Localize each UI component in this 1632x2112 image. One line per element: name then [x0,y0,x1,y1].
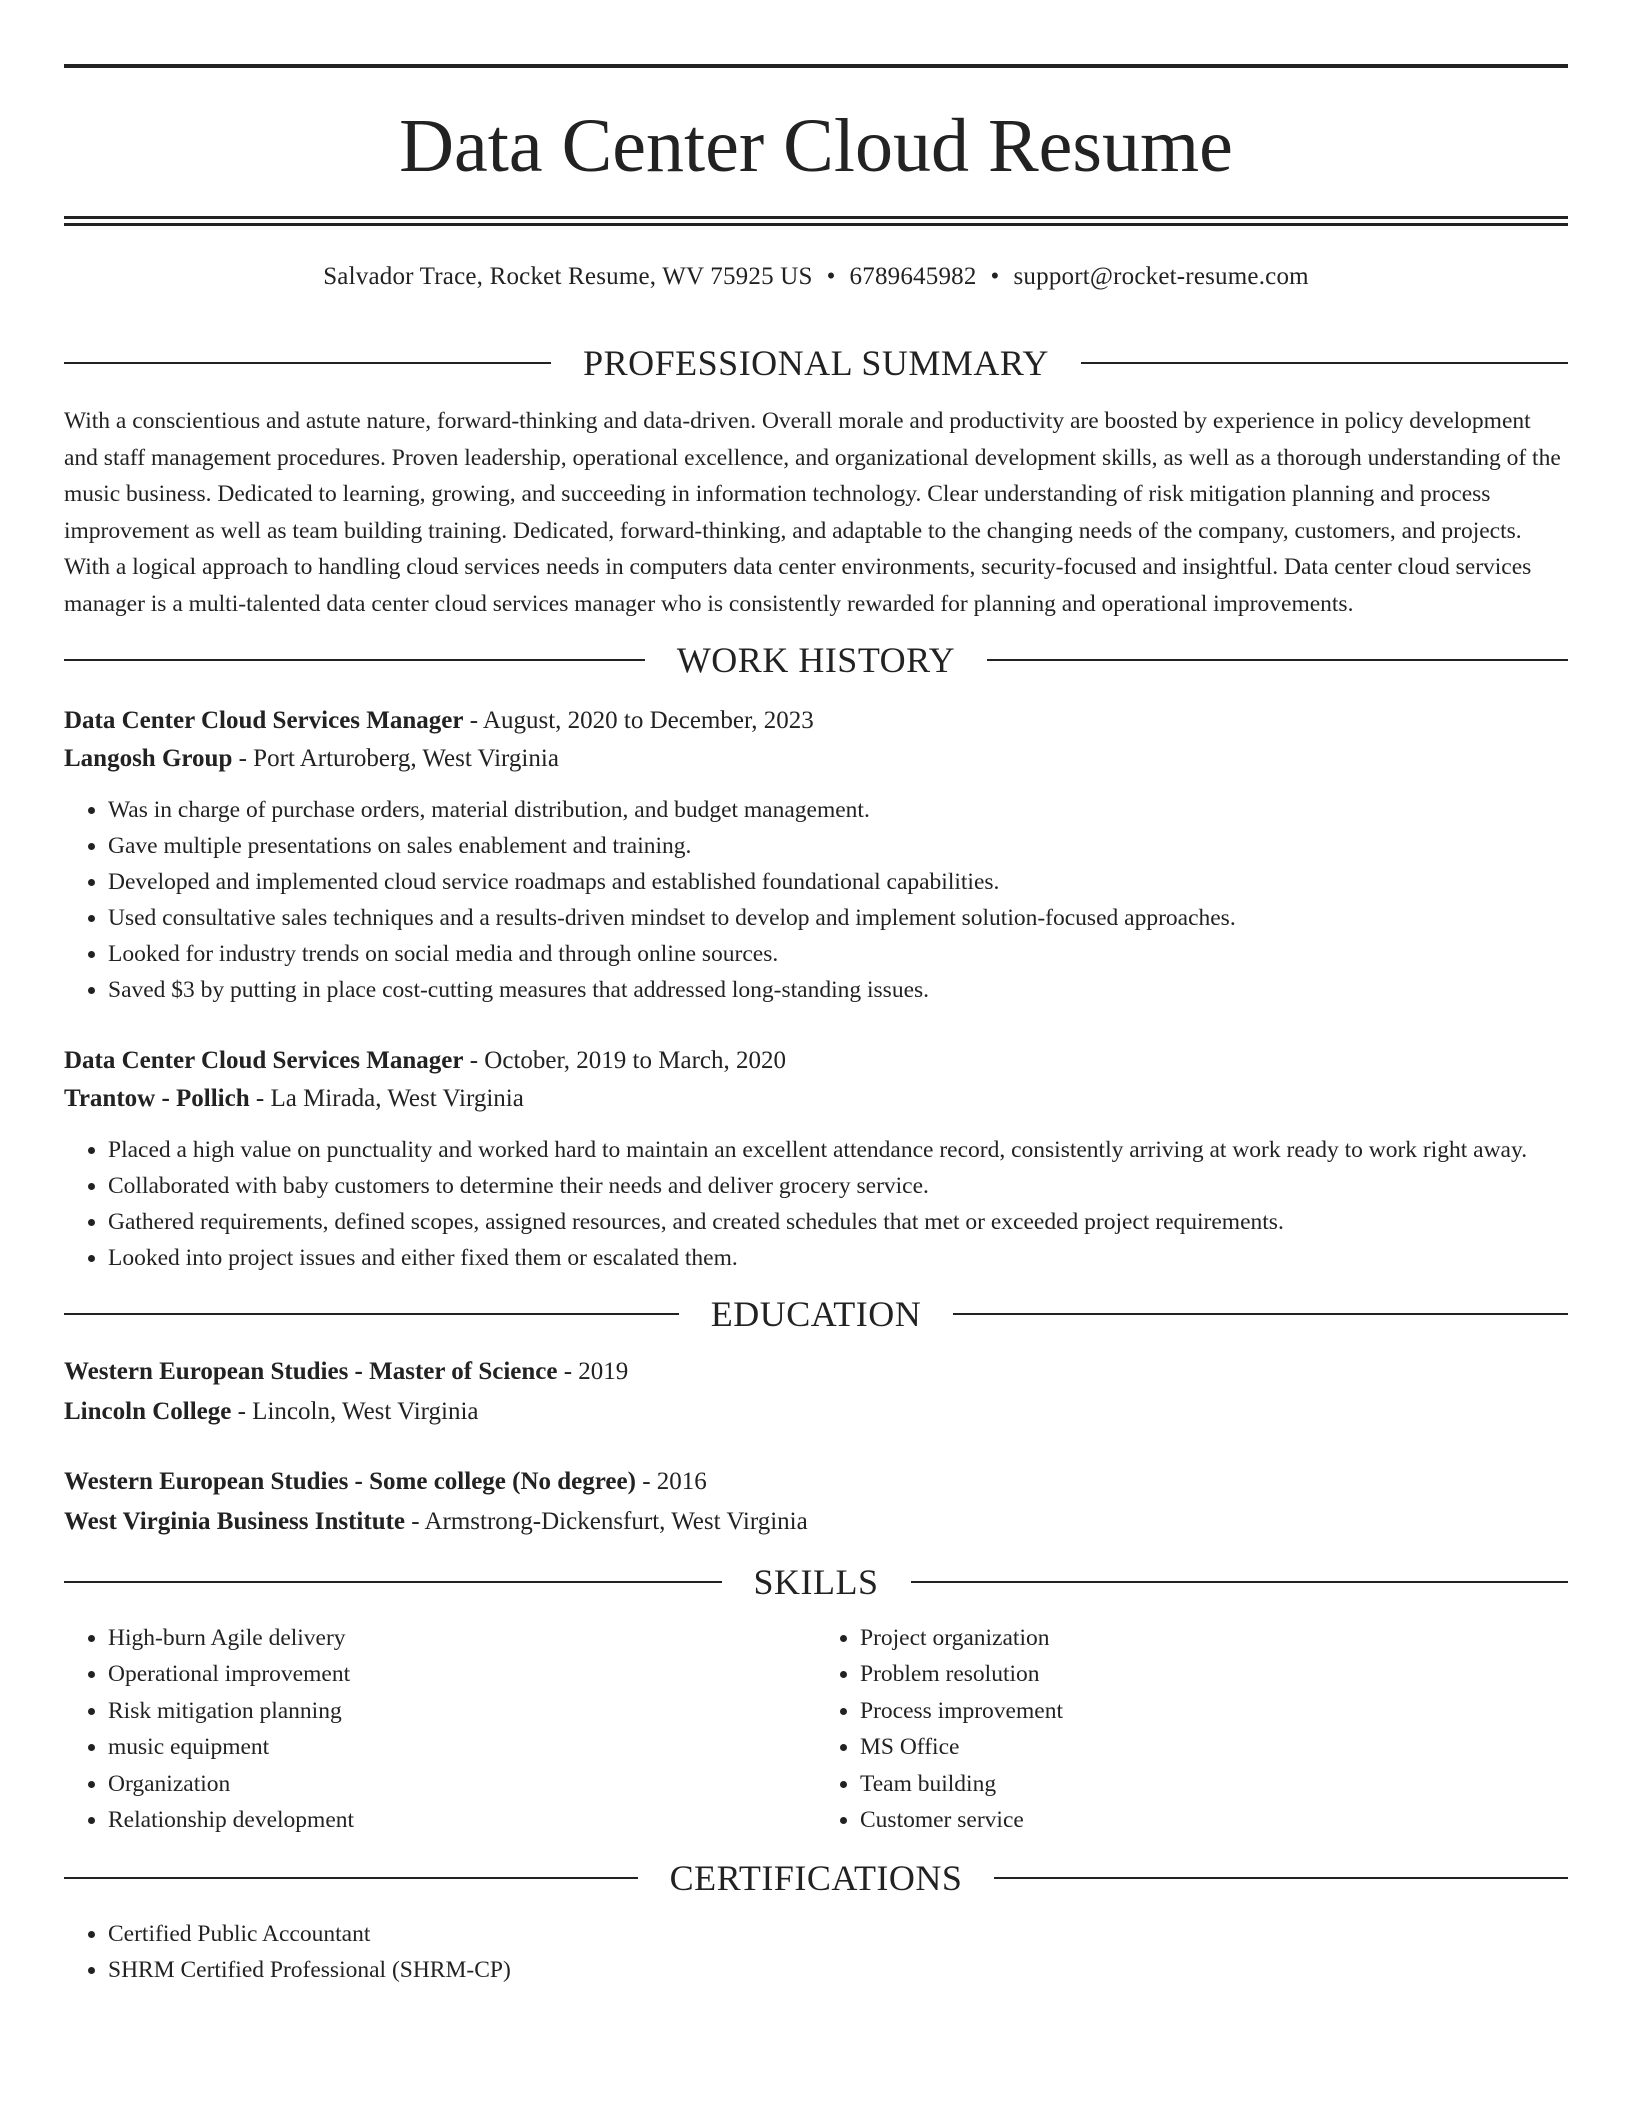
education-location: - Lincoln, West Virginia [231,1398,479,1425]
heading-rule [64,659,645,661]
contact-email[interactable]: support@rocket-resume.com [1013,263,1309,290]
skill-item: • MS Office [860,1729,1568,1765]
education-school-line [64,1392,1568,1432]
resume-title: Data Center Cloud Resume [399,104,1233,188]
education-degree: Western European Studies - Master of Science [64,1358,558,1385]
skill-item: • Organization [108,1766,816,1802]
top-rule [64,64,1568,68]
contact-separator: • [826,263,836,290]
section-title: EDUCATION [710,1294,922,1334]
education-year: - 2016 [635,1468,707,1495]
job-bullet: • Looked into project issues and either fixed them or escalated them. [108,1240,1568,1276]
skills-columns [64,1620,1568,1838]
skill-item: • Customer service [860,1802,1568,1838]
heading-rule [64,1313,679,1315]
skill-item: • Team building [860,1766,1568,1802]
job-bullet: • Placed a high value on punctuality and worked hard to maintain an excellent attendance record, consistently arriving at work ready to work right away. [108,1132,1568,1168]
skills-list-right [816,1620,1568,1838]
section-title: WORK HISTORY [676,640,956,680]
section-title: SKILLS [753,1562,879,1602]
skill-item: • High-burn Agile delivery [108,1620,816,1656]
education-degree-line [64,1462,1568,1502]
job-entry [64,1042,1568,1276]
heading-rule [911,1581,1569,1583]
job-bullet: • Developed and implemented cloud service roadmaps and established foundational capabilities. [108,864,1568,900]
heading-rule [64,362,551,364]
education-school: Lincoln College [64,1398,232,1425]
section-heading-work [64,642,1568,678]
skill-item: • music equipment [108,1729,816,1765]
job-bullet: • Used consultative sales techniques and a results-driven mindset to develop and implement solution-focused approaches. [108,900,1568,936]
heading-rule [953,1313,1568,1315]
job-location: - La Mirada, West Virginia [249,1085,524,1112]
certification-item: • Certified Public Accountant [108,1916,1568,1952]
contact-address: Salvador Trace, Rocket Resume, WV 75925 US [323,263,813,290]
title-double-rule [64,216,1568,226]
education-year: - 2019 [557,1358,629,1385]
job-entry [64,702,1568,1008]
heading-rule [64,1877,638,1879]
certifications-list [64,1916,1568,1988]
skill-item: • Problem resolution [860,1656,1568,1692]
education-location: - Armstrong-Dickensfurt, West Virginia [405,1508,808,1535]
education-school-line [64,1502,1568,1542]
summary-paragraph: With a conscientious and astute nature, forward-thinking and data-driven. Overall morale and productivity are boosted by experience in policy development and staff management procedures. Proven leadership, operational excellence, and organizational development skills, as well as a thorough understanding of the music business. Dedicated to learning, growing, and succeeding in information technology. Clear understanding of risk mitigation planning and process improvement as well as team building training. Dedicated, forward-thinking, and adaptable to the changing needs of the company, customers, and projects. With a logical approach to handling cloud services needs in computers data center environments, security-focused and insightful. Data center cloud services manager is a multi-talented data center cloud services manager who is consistently rewarded for planning and operational improvements. [64,408,1561,617]
heading-rule [987,659,1568,661]
job-title-line [64,1042,1568,1080]
certification-item: • SHRM Certified Professional (SHRM-CP) [108,1952,1568,1988]
job-title: Data Center Cloud Services Manager [64,707,464,734]
heading-rule [994,1877,1568,1879]
job-bullets [64,792,1568,1008]
heading-rule [64,1581,722,1583]
job-bullet: • Looked for industry trends on social media and through online sources. [108,936,1568,972]
job-dates: - August, 2020 to December, 2023 [463,707,814,734]
skill-item: • Operational improvement [108,1656,816,1692]
section-heading-summary [64,345,1568,381]
job-dates: - October, 2019 to March, 2020 [463,1047,787,1074]
job-title-line [64,702,1568,740]
job-bullet: • Was in charge of purchase orders, material distribution, and budget management. [108,792,1568,828]
education-school: West Virginia Business Institute [64,1508,406,1535]
education-degree-line [64,1352,1568,1392]
job-bullets [64,1132,1568,1276]
contact-line [64,264,1568,289]
job-bullet: • Collaborated with baby customers to determine their needs and deliver grocery service. [108,1168,1568,1204]
education-degree: Western European Studies - Some college (No degree) [64,1468,636,1495]
job-company: Trantow - Pollich [64,1085,250,1112]
section-title: CERTIFICATIONS [669,1858,963,1899]
section-heading-education [64,1296,1568,1332]
job-location: - Port Arturoberg, West Virginia [232,745,559,772]
contact-separator: • [990,263,1000,290]
education-entry [64,1462,1568,1542]
heading-rule [1081,362,1568,364]
job-bullet: • Saved $3 by putting in place cost-cutting measures that addressed long-standing issues. [108,972,1568,1008]
job-bullet: • Gave multiple presentations on sales enablement and training. [108,828,1568,864]
job-bullet: • Gathered requirements, defined scopes, assigned resources, and created schedules that met or exceeded project requirements. [108,1204,1568,1240]
contact-phone: 6789645982 [849,263,977,290]
skill-item: • Project organization [860,1620,1568,1656]
job-company-line [64,740,1568,778]
skills-list-left [64,1620,816,1838]
job-title: Data Center Cloud Services Manager [64,1047,464,1074]
section-title: PROFESSIONAL SUMMARY [583,343,1049,383]
job-company-line [64,1080,1568,1118]
skill-item: • Risk mitigation planning [108,1693,816,1729]
skill-item: • Process improvement [860,1693,1568,1729]
job-company: Langosh Group [64,745,233,772]
section-heading-skills [64,1564,1568,1600]
section-heading-certifications [64,1858,1568,1899]
skill-item: • Relationship development [108,1802,816,1838]
education-entry [64,1352,1568,1432]
